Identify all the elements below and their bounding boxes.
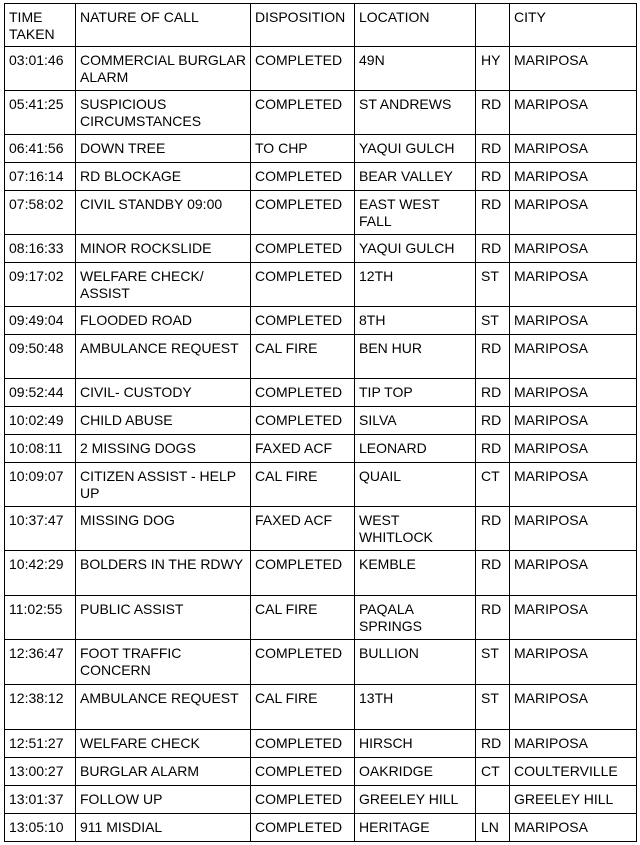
nature-cell: AMBULANCE REQUEST [76, 685, 251, 730]
time-cell: 10:42:29 [5, 551, 76, 596]
nature-cell: MISSING DOG [76, 507, 251, 551]
street-suffix-cell: ST [476, 307, 510, 335]
street-suffix-cell: LN [476, 814, 510, 842]
disposition-cell: COMPLETED [251, 163, 355, 191]
location-cell: YAQUI GULCH [355, 135, 476, 163]
disposition-cell: COMPLETED [251, 91, 355, 135]
table-row [5, 551, 637, 596]
street-suffix-cell: ST [476, 685, 510, 730]
nature-cell: 2 MISSING DOGS [76, 435, 251, 463]
street-suffix-cell: RD [476, 596, 510, 640]
table-row [5, 335, 637, 379]
nature-cell: FOLLOW UP [76, 786, 251, 814]
city-cell: MARIPOSA [510, 507, 637, 551]
city-cell: MARIPOSA [510, 379, 637, 407]
time-cell: 12:38:12 [5, 685, 76, 730]
location-cell: HERITAGE [355, 814, 476, 842]
table-row [5, 91, 637, 135]
table-row [5, 596, 637, 640]
table-row [5, 307, 637, 335]
header-disposition: DISPOSITION [251, 4, 355, 47]
street-suffix-cell: RD [476, 91, 510, 135]
city-cell: MARIPOSA [510, 596, 637, 640]
nature-cell: 911 MISDIAL [76, 814, 251, 842]
table-row [5, 407, 637, 435]
location-cell: QUAIL [355, 463, 476, 507]
time-cell: 11:02:55 [5, 596, 76, 640]
table-row [5, 814, 637, 842]
location-cell: GREELEY HILL [355, 786, 476, 814]
time-cell: 12:51:27 [5, 730, 76, 758]
location-cell: PAQALA SPRINGS [355, 596, 476, 640]
location-cell: TIP TOP [355, 379, 476, 407]
disposition-cell: COMPLETED [251, 758, 355, 786]
disposition-cell: COMPLETED [251, 263, 355, 307]
location-cell: HIRSCH [355, 730, 476, 758]
street-suffix-cell: RD [476, 235, 510, 263]
table-row [5, 786, 637, 814]
disposition-cell: COMPLETED [251, 191, 355, 235]
table-row [5, 758, 637, 786]
nature-cell: CIVIL- CUSTODY [76, 379, 251, 407]
location-cell: EAST WEST FALL [355, 191, 476, 235]
street-suffix-cell [476, 786, 510, 814]
nature-cell: WELFARE CHECK/ ASSIST [76, 263, 251, 307]
location-cell: WEST WHITLOCK [355, 507, 476, 551]
disposition-cell: COMPLETED [251, 379, 355, 407]
street-suffix-cell: RD [476, 191, 510, 235]
disposition-cell: TO CHP [251, 135, 355, 163]
street-suffix-cell: CT [476, 758, 510, 786]
city-cell: MARIPOSA [510, 163, 637, 191]
table-row [5, 47, 637, 91]
disposition-cell: CAL FIRE [251, 335, 355, 379]
location-cell: LEONARD [355, 435, 476, 463]
time-cell: 09:49:04 [5, 307, 76, 335]
location-cell: 8TH [355, 307, 476, 335]
nature-cell: FOOT TRAFFIC CONCERN [76, 640, 251, 685]
street-suffix-cell: ST [476, 640, 510, 685]
city-cell: MARIPOSA [510, 191, 637, 235]
table-row [5, 263, 637, 307]
table-row [5, 435, 637, 463]
disposition-cell: COMPLETED [251, 47, 355, 91]
city-cell: MARIPOSA [510, 47, 637, 91]
disposition-cell: COMPLETED [251, 307, 355, 335]
city-cell: GREELEY HILL [510, 786, 637, 814]
street-suffix-cell: RD [476, 407, 510, 435]
nature-cell: CHILD ABUSE [76, 407, 251, 435]
city-cell: MARIPOSA [510, 407, 637, 435]
time-cell: 06:41:56 [5, 135, 76, 163]
street-suffix-cell: CT [476, 463, 510, 507]
street-suffix-cell: RD [476, 435, 510, 463]
location-cell: OAKRIDGE [355, 758, 476, 786]
disposition-cell: FAXED ACF [251, 435, 355, 463]
city-cell: MARIPOSA [510, 307, 637, 335]
location-cell: 49N [355, 47, 476, 91]
header-row [5, 4, 637, 47]
street-suffix-cell: RD [476, 551, 510, 596]
location-cell: BEAR VALLEY [355, 163, 476, 191]
table-row [5, 191, 637, 235]
disposition-cell: COMPLETED [251, 786, 355, 814]
table-row [5, 235, 637, 263]
time-cell: 10:37:47 [5, 507, 76, 551]
city-cell: COULTERVILLE [510, 758, 637, 786]
time-cell: 07:16:14 [5, 163, 76, 191]
nature-cell: CIVIL STANDBY 09:00 [76, 191, 251, 235]
location-cell: YAQUI GULCH [355, 235, 476, 263]
disposition-cell: COMPLETED [251, 730, 355, 758]
nature-cell: WELFARE CHECK [76, 730, 251, 758]
disposition-cell: FAXED ACF [251, 507, 355, 551]
nature-cell: DOWN TREE [76, 135, 251, 163]
table-row [5, 685, 637, 730]
time-cell: 13:00:27 [5, 758, 76, 786]
disposition-cell: CAL FIRE [251, 596, 355, 640]
table-row [5, 730, 637, 758]
city-cell: MARIPOSA [510, 730, 637, 758]
nature-cell: AMBULANCE REQUEST [76, 335, 251, 379]
time-cell: 08:16:33 [5, 235, 76, 263]
city-cell: MARIPOSA [510, 435, 637, 463]
city-cell: MARIPOSA [510, 135, 637, 163]
time-cell: 10:02:49 [5, 407, 76, 435]
time-cell: 13:01:37 [5, 786, 76, 814]
time-cell: 12:36:47 [5, 640, 76, 685]
disposition-cell: COMPLETED [251, 551, 355, 596]
city-cell: MARIPOSA [510, 463, 637, 507]
header-street-suffix [476, 4, 510, 47]
location-cell: BULLION [355, 640, 476, 685]
location-cell: BEN HUR [355, 335, 476, 379]
city-cell: MARIPOSA [510, 685, 637, 730]
time-cell: 10:08:11 [5, 435, 76, 463]
location-cell: ST ANDREWS [355, 91, 476, 135]
header-nature-of-call: NATURE OF CALL [76, 4, 251, 47]
nature-cell: BOLDERS IN THE RDWY [76, 551, 251, 596]
nature-cell: MINOR ROCKSLIDE [76, 235, 251, 263]
table-row [5, 463, 637, 507]
nature-cell: PUBLIC ASSIST [76, 596, 251, 640]
header-time-taken: TIME TAKEN [5, 4, 76, 47]
table-row [5, 163, 637, 191]
city-cell: MARIPOSA [510, 235, 637, 263]
time-cell: 10:09:07 [5, 463, 76, 507]
table-row [5, 640, 637, 685]
disposition-cell: CAL FIRE [251, 463, 355, 507]
disposition-cell: COMPLETED [251, 640, 355, 685]
location-cell: 13TH [355, 685, 476, 730]
location-cell: SILVA [355, 407, 476, 435]
nature-cell: CITIZEN ASSIST - HELP UP [76, 463, 251, 507]
street-suffix-cell: RD [476, 730, 510, 758]
street-suffix-cell: RD [476, 379, 510, 407]
city-cell: MARIPOSA [510, 640, 637, 685]
street-suffix-cell: RD [476, 135, 510, 163]
header-city: CITY [510, 4, 637, 47]
street-suffix-cell: ST [476, 263, 510, 307]
city-cell: MARIPOSA [510, 263, 637, 307]
header-location: LOCATION [355, 4, 476, 47]
city-cell: MARIPOSA [510, 551, 637, 596]
time-cell: 05:41:25 [5, 91, 76, 135]
street-suffix-cell: RD [476, 335, 510, 379]
time-cell: 09:52:44 [5, 379, 76, 407]
street-suffix-cell: RD [476, 507, 510, 551]
time-cell: 13:05:10 [5, 814, 76, 842]
time-cell: 09:17:02 [5, 263, 76, 307]
disposition-cell: COMPLETED [251, 407, 355, 435]
time-cell: 07:58:02 [5, 191, 76, 235]
street-suffix-cell: RD [476, 163, 510, 191]
city-cell: MARIPOSA [510, 335, 637, 379]
disposition-cell: COMPLETED [251, 235, 355, 263]
city-cell: MARIPOSA [510, 91, 637, 135]
location-cell: 12TH [355, 263, 476, 307]
table-row [5, 135, 637, 163]
time-cell: 09:50:48 [5, 335, 76, 379]
nature-cell: FLOODED ROAD [76, 307, 251, 335]
table-row [5, 507, 637, 551]
disposition-cell: CAL FIRE [251, 685, 355, 730]
nature-cell: RD BLOCKAGE [76, 163, 251, 191]
nature-cell: COMMERCIAL BURGLAR ALARM [76, 47, 251, 91]
table-row [5, 379, 637, 407]
location-cell: KEMBLE [355, 551, 476, 596]
nature-cell: BURGLAR ALARM [76, 758, 251, 786]
city-cell: MARIPOSA [510, 814, 637, 842]
disposition-cell: COMPLETED [251, 814, 355, 842]
nature-cell: SUSPICIOUS CIRCUMSTANCES [76, 91, 251, 135]
time-cell: 03:01:46 [5, 47, 76, 91]
call-log-table [4, 3, 637, 842]
street-suffix-cell: HY [476, 47, 510, 91]
